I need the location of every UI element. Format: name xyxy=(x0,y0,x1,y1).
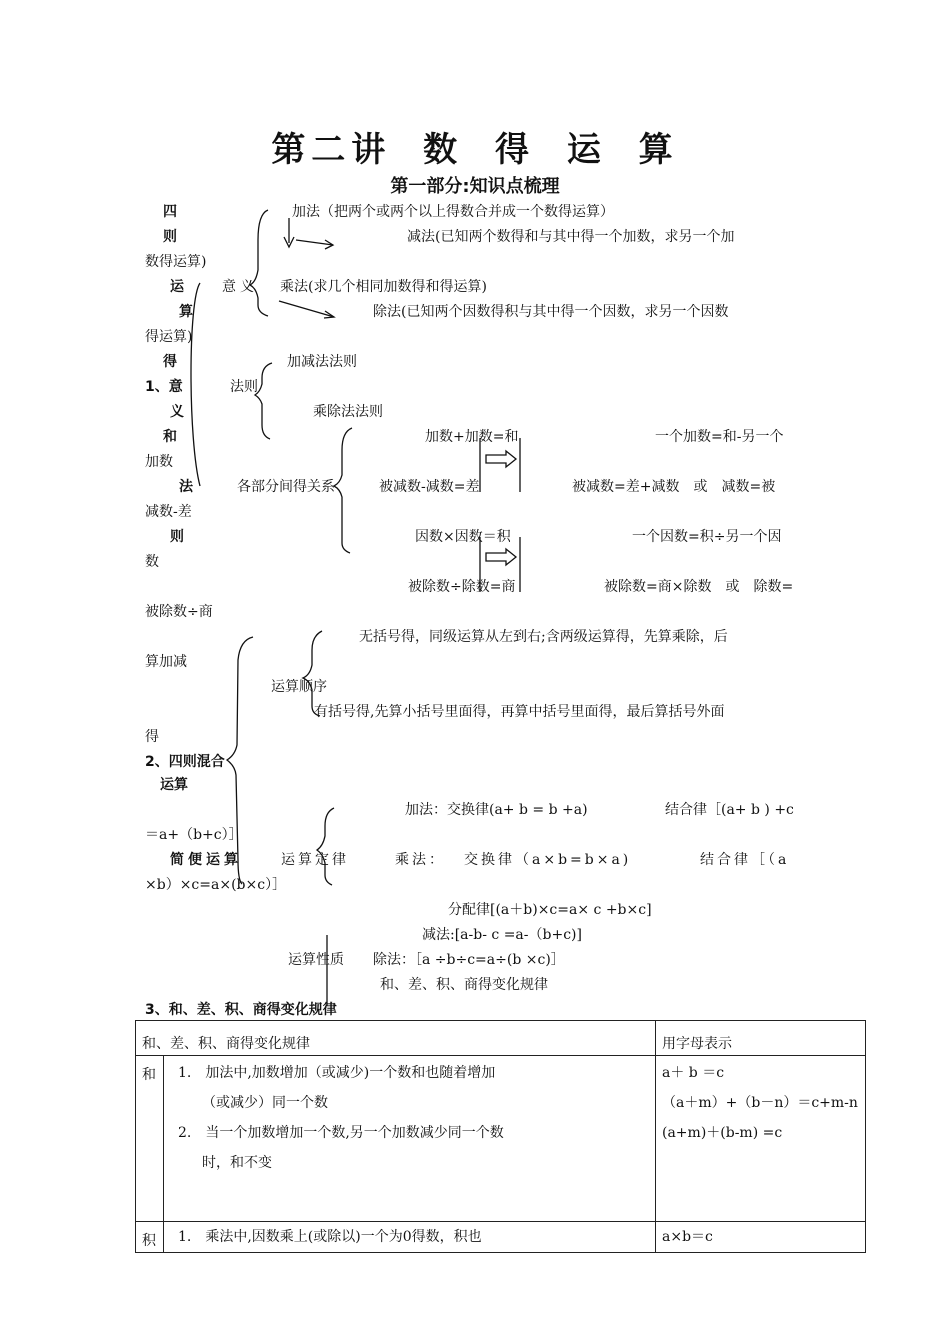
row-description xyxy=(164,1222,656,1253)
heading-char: 和 xyxy=(163,429,177,445)
multiplication-associative: 结合律［（a xyxy=(700,852,790,868)
row-formulas xyxy=(656,1222,866,1253)
table-header-cell: 用字母表示 xyxy=(656,1021,866,1056)
relation-mul-inverse: 一个因数=积÷另一个因 xyxy=(632,529,782,545)
description-line: 时，和不变 xyxy=(202,1155,272,1171)
change-rule-link: 和、差、积、商得变化规律 xyxy=(380,977,548,993)
meaning-label: 意义 xyxy=(222,279,258,295)
relation-add-cont: 加数 xyxy=(145,454,173,470)
relation-add: 加数+加数=和 xyxy=(425,429,519,445)
description-line: 2. 当一个加数增加一个数,另一个加数减少同一个数 xyxy=(178,1125,504,1141)
main-title: 第二讲 数 得 运 算 xyxy=(271,130,679,170)
row-label: 积 xyxy=(136,1222,164,1253)
heading-char: 1、意 xyxy=(145,379,183,395)
division-property: 除法：［a ÷b÷c=a÷(b ×c)］ xyxy=(373,952,565,968)
row-formulas xyxy=(656,1056,866,1222)
row-label: 和 xyxy=(136,1056,164,1222)
table-header-row xyxy=(136,1021,866,1056)
heading-char: 得 xyxy=(163,354,177,370)
property-label: 运算性质 xyxy=(288,952,344,968)
multiplication-associative-cont: ×b）×c=a×(b×c）］ xyxy=(145,877,287,893)
heading-char: 法 xyxy=(179,479,193,495)
description-line: 1. 加法中,加数增加（或减少)一个数和也随着增加 xyxy=(178,1065,496,1081)
description-line: （或减少）同一个数 xyxy=(202,1095,328,1111)
relation-sub: 被减数-减数=差 xyxy=(379,479,480,495)
addition-definition: 加法（把两个或两个以上得数合并成一个数得运算） xyxy=(292,204,614,220)
relation-mul: 因数×因数＝积 xyxy=(415,529,511,545)
heading-char: 四 xyxy=(163,204,177,220)
order-rule-2: 有括号得,先算小括号里面得，再算中括号里面得，最后算括号外面 xyxy=(314,704,725,720)
subtraction-definition-cont: 数得运算) xyxy=(145,254,207,270)
relation-div-cont: 被除数÷商 xyxy=(145,604,213,620)
heading-char: 则 xyxy=(163,229,177,245)
multiplication-law: 交换律（a×b=b×a) xyxy=(464,852,632,868)
subtraction-definition: 减法(已知两个数得和与其中得一个加数，求另一个加 xyxy=(407,229,735,245)
order-label: 运算顺序 xyxy=(271,679,327,695)
distributive-law: 分配律[(a＋b)×c=a× c +b×c] xyxy=(448,902,652,918)
simple-calc-label: 简便运算 xyxy=(170,852,242,868)
description-line: 1. 乘法中,因数乘上(或除以)一个为0得数，积也 xyxy=(178,1229,482,1245)
table-row xyxy=(136,1222,866,1253)
row-description xyxy=(164,1056,656,1222)
division-definition-cont: 得运算) xyxy=(145,329,193,345)
part2-heading-cont: 运算 xyxy=(160,777,188,793)
heading-char: 义 xyxy=(170,404,184,420)
relation-label: 各部分间得关系 xyxy=(237,479,335,495)
relation-add-inverse: 一个加数=和-另一个 xyxy=(655,429,784,445)
addition-law: 加法：交换律(a+ b = b +a) xyxy=(405,802,588,818)
order-rule-1-cont: 算加减 xyxy=(145,654,187,670)
part2-heading: 2、四则混合 xyxy=(145,754,225,770)
relation-sub-inverse: 被减数=差+减数 或 减数=被 xyxy=(572,479,776,495)
section-title: 第一部分:知识点梳理 xyxy=(390,176,560,197)
relation-mul-cont: 数 xyxy=(145,554,159,570)
add-sub-rule: 加减法法则 xyxy=(287,354,357,370)
addition-associative-cont: ＝a+（b+c）］ xyxy=(145,827,243,843)
multiplication-definition: 乘法(求几个相同加数得和得运算) xyxy=(280,279,487,295)
law-label: 运算定律 xyxy=(281,852,349,868)
table-row xyxy=(136,1056,866,1222)
subtraction-property: 减法:[a-b- c =a-（b+c)] xyxy=(422,927,582,943)
formula-line: a＋ b ＝c xyxy=(662,1065,725,1081)
division-definition: 除法(已知两个因数得积与其中得一个因数，求另一个因数 xyxy=(373,304,729,320)
relation-div: 被除数÷除数=商 xyxy=(408,579,516,595)
heading-char: 算 xyxy=(179,304,193,320)
order-rule-1: 无括号得，同级运算从左到右;含两级运算得，先算乘除，后 xyxy=(359,629,728,645)
multiplication-label: 乘法： xyxy=(395,852,446,868)
formula-line: （a＋m）+（b－n）＝c+m-n xyxy=(662,1095,858,1111)
mul-div-rule: 乘除法法则 xyxy=(313,404,383,420)
order-rule-2-cont: 得 xyxy=(145,729,159,745)
rule-label: 法则 xyxy=(230,379,258,395)
heading-char: 则 xyxy=(170,529,184,545)
relation-sub-cont: 减数-差 xyxy=(145,504,192,520)
change-rules-table xyxy=(135,1020,866,1253)
table-header-cell: 和、差、积、商得变化规律 xyxy=(136,1021,656,1056)
formula-line: (a+m)＋(b-m) =c xyxy=(662,1125,783,1141)
part3-heading: 3、和、差、积、商得变化规律 xyxy=(145,1002,337,1018)
heading-char: 运 xyxy=(170,279,184,295)
formula-line: a×b＝c xyxy=(662,1229,713,1245)
relation-div-inverse: 被除数=商×除数 或 除数= xyxy=(604,579,794,595)
addition-associative: 结合律［(a+ b ) +c xyxy=(665,802,794,818)
